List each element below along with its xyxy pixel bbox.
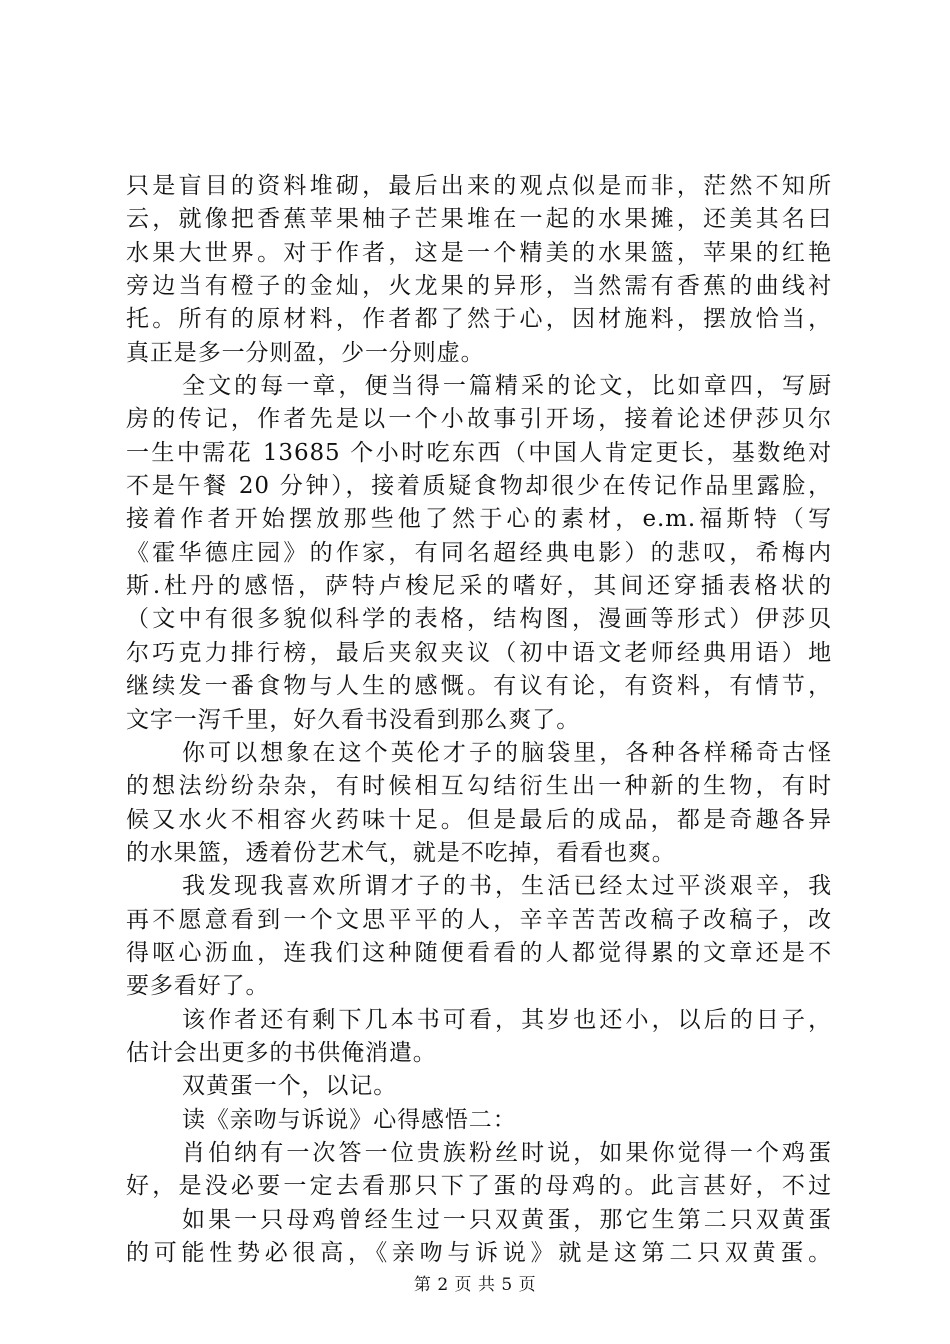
text-line: 的可能性势必很高，《亲吻与诉说》就是这第二只双黄蛋。 [126,1240,832,1266]
text-line: 水果大世界。对于作者，这是一个精美的水果篮，苹果的红艳 [126,239,832,266]
text-line: 斯.杜丹的感悟，萨特卢梭尼采的嗜好，其间还穿插表格状的 [126,573,832,600]
text-line: 接着作者开始摆放那些他了然于心的素材，e.m.福斯特（写 [126,506,832,533]
text-line: 你可以想象在这个英伦才子的脑袋里，各种各样稀奇古怪 [182,739,832,766]
body-text [126,170,832,1270]
text-line: 的水果篮，透着份艺术气，就是不吃掉，看看也爽。 [126,839,676,866]
text-line: 《霍华德庄园》的作家，有同名超经典电影）的悲叹，希梅内 [126,539,832,566]
text-line: 云，就像把香蕉苹果柚子芒果堆在一起的水果摊，还美其名曰 [126,206,832,233]
text-line: 双黄蛋一个，以记。 [182,1073,398,1100]
text-line: 房的传记，作者先是以一个小故事引开场，接着论述伊莎贝尔 [126,406,832,433]
text-line: 如果一只母鸡曾经生过一只双黄蛋，那它生第二只双黄蛋 [182,1206,832,1233]
text-line: 我发现我喜欢所谓才子的书，生活已经太过平淡艰辛，我 [182,873,832,900]
text-line: 文字一泻千里，好久看书没看到那么爽了。 [126,706,581,733]
page-footer: 第 2 页 共 5 页 [413,1275,537,1295]
text-line: 估计会出更多的书供俺消遣。 [126,1039,437,1066]
text-line: （文中有很多貌似科学的表格，结构图，漫画等形式）伊莎贝 [126,606,832,633]
text-line: 该作者还有剩下几本书可看，其岁也还小，以后的日子， [182,1006,832,1033]
text-line: 旁边当有橙子的金灿，火龙果的异形，当然需有香蕉的曲线衬 [126,273,832,300]
text-line: 读《亲吻与诉说》心得感悟二： [182,1106,517,1133]
text-line: 尔巧克力排行榜，最后夹叙夹议（初中语文老师经典用语）地 [126,639,832,666]
text-line: 全文的每一章，便当得一篇精采的论文，比如章四，写厨 [182,373,832,400]
text-line: 要多看好了。 [126,973,270,1000]
text-line: 托。所有的原材料，作者都了然于心，因材施料，摆放恰当， [126,306,832,333]
text-line: 只是盲目的资料堆砌，最后出来的观点似是而非，茫然不知所 [126,173,832,199]
text-line: 得呕心沥血，连我们这种随便看看的人都觉得累的文章还是不 [126,939,832,966]
text-line: 不是午餐 20 分钟），接着质疑食物却很少在传记作品里露脸， [126,473,832,500]
text-line: 真正是多一分则盈，少一分则虚。 [126,339,485,366]
text-line: 继续发一番食物与人生的感慨。有议有论，有资料，有情节， [126,673,832,700]
text-line: 好，是没必要一定去看那只下了蛋的母鸡的。此言甚好，不过 [126,1173,832,1200]
text-line: 的想法纷纷杂杂，有时候相互勾结衍生出一种新的生物，有时 [126,773,832,800]
text-line: 候又水火不相容火药味十足。但是最后的成品，都是奇趣各异 [126,806,832,833]
text-line: 再不愿意看到一个文思平平的人，辛辛苦苦改稿子改稿子，改 [126,906,832,933]
text-line: 肖伯纳有一次答一位贵族粉丝时说，如果你觉得一个鸡蛋 [182,1139,832,1166]
text-line: 一生中需花 13685 个小时吃东西（中国人肯定更长，基数绝对 [126,439,832,466]
